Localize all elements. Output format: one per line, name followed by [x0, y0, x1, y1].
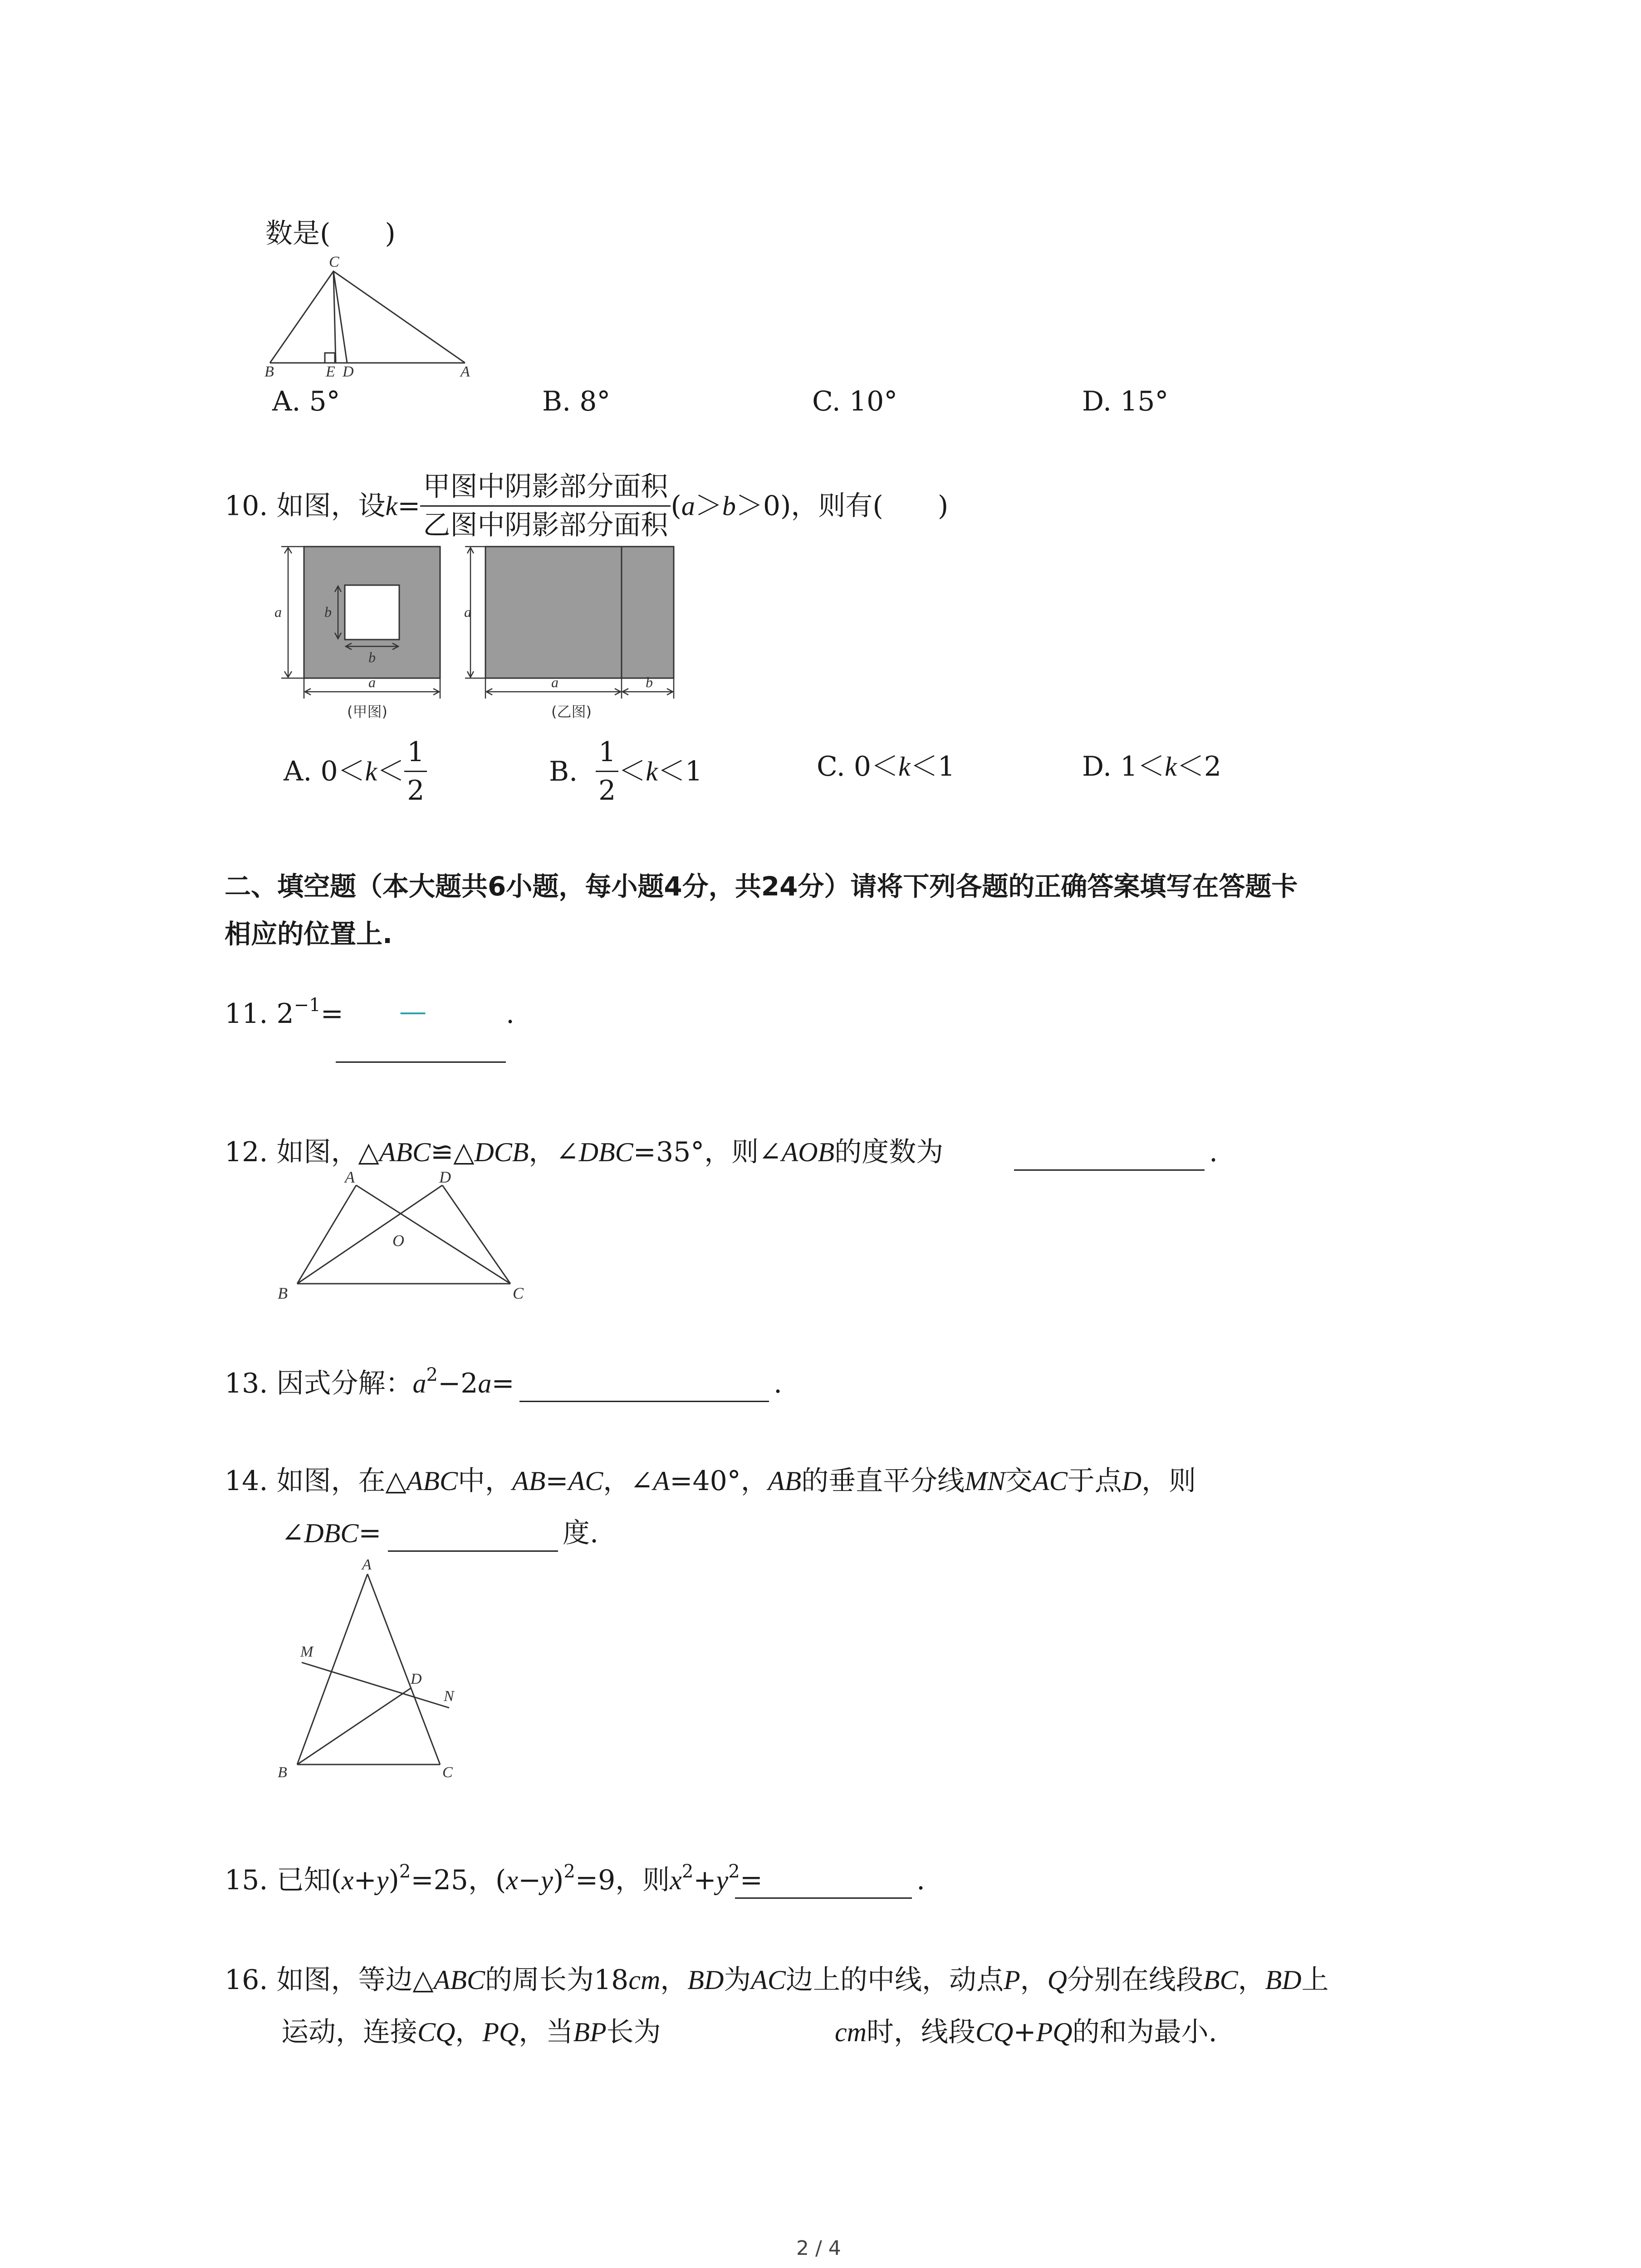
- q16-pq2: PQ: [1036, 2017, 1073, 2047]
- q15-y2: y: [541, 1865, 553, 1895]
- q16-zhouchang: 的周长为18: [485, 1964, 629, 1996]
- q9-option-a: A. 5°: [272, 386, 340, 417]
- q16-stem-line2-a: [281, 2016, 661, 2048]
- q14-jiao: 交: [1005, 1465, 1033, 1497]
- q14-label-c: C: [442, 1764, 453, 1781]
- q14-eq1: =: [545, 1465, 568, 1497]
- q12-tail: 的度数为: [834, 1136, 944, 1168]
- q16-stem-line2-b: [835, 2016, 1217, 2048]
- q16-cm2: cm: [835, 2017, 867, 2047]
- q11-prefix: 11. 2: [225, 998, 294, 1030]
- q16-comma: ，: [660, 1964, 688, 1996]
- q16-comma3: ，: [1238, 1964, 1265, 1996]
- q12-abc: ABC: [379, 1137, 431, 1167]
- q12-label-a: A: [345, 1168, 355, 1186]
- q12-label-d: D: [439, 1168, 451, 1186]
- q14-ac2: AC: [1033, 1466, 1068, 1496]
- q11-sup: −1: [294, 995, 321, 1016]
- q14-mn: MN: [965, 1466, 1006, 1496]
- q10-opt-d-rest: ＜2: [1176, 751, 1222, 782]
- q16-shi: 时，线段: [866, 2016, 975, 2048]
- q10-opt-b-k: k: [646, 756, 658, 787]
- q9-option-d: D. 15°: [1082, 386, 1169, 417]
- q14-label-m: M: [300, 1643, 314, 1660]
- q13-sup: 2: [426, 1364, 438, 1385]
- q10-frac-den: 乙图中阴影部分面积: [423, 509, 668, 541]
- q10a-label-a-bottom: a: [368, 674, 376, 690]
- q10b-label-b-bottom: b: [646, 674, 653, 690]
- q16-bd: BD: [687, 1965, 724, 1995]
- q15-sup3: 2: [681, 1861, 694, 1882]
- q14-label-n: N: [444, 1688, 454, 1705]
- q13-eq: =: [491, 1368, 514, 1399]
- q10-opt-d-prefix: D. 1＜: [1082, 751, 1165, 782]
- q12-dcb: DCB: [474, 1137, 529, 1167]
- q14-ac: AC: [568, 1466, 603, 1496]
- q16-line2-a: 运动，连接: [281, 2016, 417, 2048]
- q10a-label-b-bottom: b: [368, 649, 376, 665]
- q15-eq1: =25，(: [411, 1864, 506, 1896]
- q16-pq: PQ: [482, 2017, 519, 2047]
- q10-opt-c-rest: ＜1: [910, 751, 955, 782]
- q10-opt-a-k: k: [365, 756, 377, 787]
- q14-abc: ABC: [406, 1466, 458, 1496]
- q16-tail: 的和为最小.: [1072, 2016, 1217, 2048]
- q10-opt-b-den: 2: [598, 775, 616, 807]
- q16-bd2: BD: [1265, 1965, 1302, 1995]
- q9-label-e: E: [326, 363, 335, 380]
- q14-d: D: [1122, 1466, 1142, 1496]
- q9-label-b: B: [265, 363, 274, 380]
- q10-opt-d-k: k: [1165, 752, 1177, 782]
- q13-a2: a: [478, 1369, 492, 1398]
- q16-wei: 为: [724, 1964, 751, 1996]
- q13-stem: [225, 1364, 514, 1399]
- q10-opt-a-frac: [404, 737, 427, 806]
- q14-mid: 的垂直平分线: [801, 1465, 965, 1497]
- q10-eq: =: [397, 490, 421, 522]
- page-number: 2 / 4: [796, 2237, 841, 2260]
- q10-opt-a-lt: ＜: [377, 755, 405, 787]
- q13-period: .: [774, 1368, 783, 1399]
- q14-angle: ∠: [281, 1517, 304, 1549]
- q10-opt-a-den: 2: [407, 775, 425, 807]
- q14-label-d: D: [411, 1671, 422, 1687]
- q10-cond-b: b: [722, 491, 736, 521]
- q12-val: =35°，则∠: [633, 1136, 782, 1168]
- q11-stem: [225, 995, 343, 1030]
- q15-sup2: 2: [563, 1861, 575, 1882]
- q15-y3: y: [716, 1865, 729, 1895]
- q16-ac: AC: [751, 1965, 786, 1995]
- section2-heading-line1: 二、填空题（本大题共6小题，每小题4分，共24分）请将下列各题的正确答案填写在答题卡: [225, 871, 1298, 902]
- q16-bp: BP: [573, 2017, 607, 2047]
- q10-opt-c-k: k: [898, 752, 911, 782]
- q16-prefix: 16. 如图，等边△: [225, 1964, 434, 1996]
- q12-label-b: B: [278, 1284, 288, 1302]
- q15-x2: x: [506, 1865, 519, 1895]
- q14-ze: ，则: [1141, 1465, 1196, 1497]
- q10b-label-a-left: a: [464, 604, 471, 620]
- q15-plus: +: [353, 1864, 377, 1896]
- q16-bc: BC: [1203, 1965, 1238, 1995]
- q10-opt-b-frac: [596, 737, 618, 806]
- q16-comma4: ，: [455, 2016, 483, 2048]
- q10-option-d: [1082, 753, 1221, 780]
- q15-eq3: =: [740, 1864, 763, 1896]
- q15-sup1: 2: [399, 1861, 411, 1882]
- q9-option-b: B. 8°: [542, 386, 611, 417]
- q15-plus2: +: [693, 1864, 716, 1896]
- q16-edge: 边上的中线，动点: [785, 1964, 1004, 1996]
- q13-answer-blank[interactable]: [519, 1401, 769, 1402]
- q10-opt-a-num: 1: [404, 737, 427, 772]
- q16-answer-blank[interactable]: [699, 2049, 830, 2051]
- q15-eq2: =9，则: [575, 1864, 670, 1896]
- q15-close2: ): [553, 1864, 564, 1896]
- q9-stem-tail: 数是( ): [265, 218, 396, 249]
- q15-sup4: 2: [728, 1861, 740, 1882]
- q14-comma: ，∠: [603, 1465, 653, 1497]
- q16-cq: CQ: [417, 2017, 456, 2047]
- q16-plus: +: [1013, 2016, 1036, 2048]
- q14-zhong: 中，: [457, 1465, 512, 1497]
- q15-minus: −: [518, 1864, 541, 1896]
- q10-option-c: [817, 753, 955, 780]
- q9-label-c: C: [329, 254, 339, 270]
- q11-eq: =: [320, 998, 343, 1030]
- q9-figure: [261, 254, 479, 380]
- q14-prefix: 14. 如图，在△: [225, 1465, 407, 1497]
- q12-figure: [268, 1168, 549, 1304]
- q14-ab: AB: [512, 1466, 546, 1496]
- q16-cq2: CQ: [975, 2017, 1014, 2047]
- q10-cond-rest: ＞0)，则有( ): [735, 490, 949, 522]
- q14-a: A: [653, 1466, 670, 1496]
- q10-number: 10. 如图，设: [225, 490, 386, 522]
- q10-option-b: [549, 737, 702, 806]
- q14-label-b: B: [278, 1764, 287, 1781]
- q14-val: =40°，: [670, 1465, 768, 1497]
- q10-opt-b-lt: ＜: [618, 755, 646, 787]
- q16-fenbie: 分别在线段: [1067, 1964, 1203, 1996]
- q12-period: .: [1209, 1136, 1218, 1168]
- q16-chang: 长为: [606, 2016, 661, 2048]
- q9-option-c: C. 10°: [812, 386, 898, 417]
- q10b-caption: (乙图): [551, 703, 592, 720]
- q16-q: Q: [1047, 1965, 1067, 1995]
- q15-period: .: [916, 1864, 926, 1896]
- q10-opt-c-prefix: C. 0＜: [817, 751, 899, 782]
- q15-x3: x: [670, 1865, 682, 1895]
- q11-answer-dash: —: [399, 996, 426, 1027]
- q12-answer-blank[interactable]: [1014, 1169, 1205, 1171]
- q10-figure-b: [465, 542, 683, 733]
- q10-stem: [225, 472, 948, 540]
- q15-y1: y: [376, 1865, 389, 1895]
- q14-du: 度.: [563, 1517, 599, 1549]
- q15-prefix: 15. 已知(: [225, 1864, 342, 1896]
- q10-fraction: [420, 472, 671, 540]
- q12-cong: ≌△: [430, 1136, 475, 1168]
- q14-dbc: DBC: [304, 1518, 359, 1548]
- q16-cm: cm: [628, 1965, 661, 1995]
- q13-prefix: 13. 因式分解：: [225, 1368, 413, 1399]
- q10-opt-b-rest: ＜1: [658, 755, 703, 787]
- q10a-caption: (甲图): [347, 703, 387, 720]
- q10-opt-b-num: 1: [596, 737, 618, 772]
- q15-stem: [225, 1861, 763, 1896]
- q10-k: k: [385, 491, 398, 521]
- q14-label-a: A: [362, 1556, 372, 1573]
- q10-opt-a-prefix: A. 0＜: [284, 755, 365, 787]
- q10a-label-a-left: a: [274, 604, 282, 620]
- q14-eq2: =: [358, 1517, 382, 1549]
- q10-figure-a: [272, 542, 463, 733]
- q16-abc: ABC: [433, 1965, 485, 1995]
- q10a-label-b-left: b: [324, 604, 332, 620]
- q14-figure: [272, 1551, 490, 1781]
- q9-label-a: A: [460, 363, 470, 380]
- q10-cond-gt: ＞: [695, 490, 722, 522]
- q16-dang: ，当: [519, 2016, 573, 2048]
- q14-stem-line1: [225, 1467, 1196, 1495]
- q10-frac-num: 甲图中阴影部分面积: [420, 472, 671, 507]
- q13-mid: −2: [437, 1368, 478, 1399]
- q12-label-o: O: [392, 1232, 404, 1250]
- section2-heading-line2: 相应的位置上.: [225, 919, 393, 949]
- q12-prefix: 12. 如图，△: [225, 1136, 379, 1168]
- q16-p: P: [1003, 1965, 1020, 1995]
- q14-yu: 于点: [1067, 1465, 1122, 1497]
- q14-stem-line2: [281, 1517, 382, 1549]
- q14-ab2: AB: [768, 1466, 802, 1496]
- q12-aob: AOB: [781, 1137, 835, 1167]
- q16-comma2: ，: [1020, 1964, 1048, 1996]
- q12-dbc: DBC: [578, 1137, 633, 1167]
- q12-stem: [225, 1136, 944, 1168]
- q10-opt-b-prefix: B.: [549, 755, 578, 787]
- q16-stem-line1: [225, 1966, 1329, 1994]
- q13-a1: a: [412, 1369, 426, 1398]
- q11-answer-blank[interactable]: [336, 1061, 506, 1063]
- q10b-label-a-bottom: a: [551, 674, 558, 690]
- q12-angle1: ，∠: [529, 1136, 579, 1168]
- q15-close1: ): [388, 1864, 399, 1896]
- q9-label-d: D: [343, 363, 354, 380]
- q10-option-a: [284, 737, 427, 806]
- q12-label-c: C: [513, 1284, 524, 1302]
- q15-x1: x: [341, 1865, 354, 1895]
- q10-cond-a: a: [681, 491, 695, 521]
- q15-answer-blank[interactable]: [735, 1897, 912, 1899]
- q10-cond-open: (: [671, 490, 681, 522]
- q16-shang: 上: [1301, 1964, 1329, 1996]
- q11-period: .: [506, 998, 515, 1030]
